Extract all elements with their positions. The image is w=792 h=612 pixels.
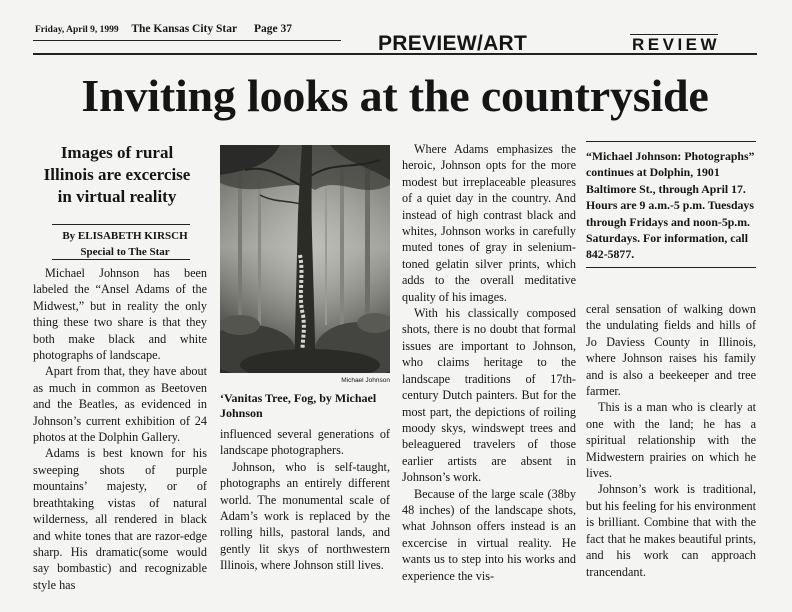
exhibit-info: “Michael Johnson: Photographs” continues at Dolphin, 1901 Baltimore St., through April 17. Hours are 9 a.m.-5 p.m. Tuesdays through Fridays and noon-5p.m. Saturdays. For information, call 842-5877. xyxy=(586,149,755,262)
byline-role: Special to The Star xyxy=(80,246,170,258)
paragraph: Where Adams emphasizes the heroic, Johnson opts for the more modest but irreplaceable pleasures of a quiet day in the country. And instead of high contrast black and whites, Johnson works in carefully muted tones of gray in selenium-toned gelatin silver prints, which adds to the overall meditative quality of his images. xyxy=(402,142,576,304)
header-rule xyxy=(33,53,757,55)
masthead xyxy=(35,23,306,35)
paragraph: Adams is best known for his sweeping shots of purple mountains’ majesty, or of breathtaking vistas of natural wilderness, all rendered in black and white tones that are razor-edge sharp. His dramatic(some would say bombastic) and recognizable style has xyxy=(33,446,207,592)
article-column-1 xyxy=(33,265,207,593)
masthead-rule xyxy=(33,40,341,41)
paragraph: Johnson, who is self-taught, photographs an entirely different world. The monumental scale of Adam’s work is replaced by the rolling hills, pastoral lands, and gently lit skys of northwestern Illinois, where Johnson still lives. xyxy=(220,459,390,573)
paragraph: With his classically composed shots, there is no doubt that formal issues are important to Johnson, who claims heritage to the landscape traditions of 17th-century Dutch painters. But for the most part, the depictions of roiling moody skys, windswept trees and beleaguered travelers of those earlier artists are absent in Johnson’s work. xyxy=(402,306,576,485)
byline-rule-bottom xyxy=(52,259,190,260)
paragraph: influenced several generations of landscape photographers. xyxy=(220,427,390,458)
article-column-3 xyxy=(402,141,576,584)
info-box-rule-top xyxy=(586,141,756,142)
photo-credit: Michael Johnson xyxy=(341,377,390,384)
headline: Inviting looks at the countryside xyxy=(81,70,709,121)
section-label: PREVIEW/ART xyxy=(378,32,528,55)
page-number: Page 37 xyxy=(253,23,292,35)
byline-rule-top xyxy=(52,224,190,225)
paper-name: The Kansas City Star xyxy=(131,23,238,35)
photo-vanitas-tree xyxy=(220,145,390,373)
paragraph: ceral sensation of walking down the undulating fields and hills of Jo Daviess County in Illinois, where Johnson raises his family and is also a beekeeper and tree farmer. xyxy=(586,302,756,399)
forest-photo xyxy=(220,145,390,373)
paragraph: Michael Johnson has been labeled the “Ansel Adams of the Midwest,” but in reality the only thing these two share is that they both make black and white photographs of landscape. xyxy=(33,266,207,363)
review-label: REVIEW xyxy=(632,35,721,54)
paragraph: Johnson’s work is traditional, but his feeling for his environment is brilliant. Combine that with the fact that he makes beautiful prints, and his work can approach trancendant. xyxy=(586,482,756,579)
deck: Images of rural Illinois are excercise in virtual reality xyxy=(43,143,191,206)
article-column-2 xyxy=(220,426,390,574)
info-box-rule-bottom xyxy=(586,267,756,268)
paragraph: Apart from that, they have about as much in common as Beetoven and the Beatles, as evidenced in Johnson’s current exhibition of 24 photos at the Dolphin Gallery. xyxy=(33,364,207,445)
article-column-4 xyxy=(586,301,756,580)
paragraph: Because of the large scale (38by 48 inches) of the landscape shots, what Johnson offers instead is an excercise in virtual reality. He wants us to step into his works and experience the vis- xyxy=(402,486,576,583)
photo-caption: ‘Vanitas Tree, Fog, by Michael Johnson xyxy=(220,391,377,420)
paragraph: This is a man who is clearly at one with the land; he has a spiritual relationship with the Midwestern prairies on which he lives. xyxy=(586,400,756,481)
byline-author: By ELISABETH KIRSCH xyxy=(62,230,188,242)
issue-date: Friday, April 9, 1999 xyxy=(35,25,119,35)
byline xyxy=(40,228,210,260)
